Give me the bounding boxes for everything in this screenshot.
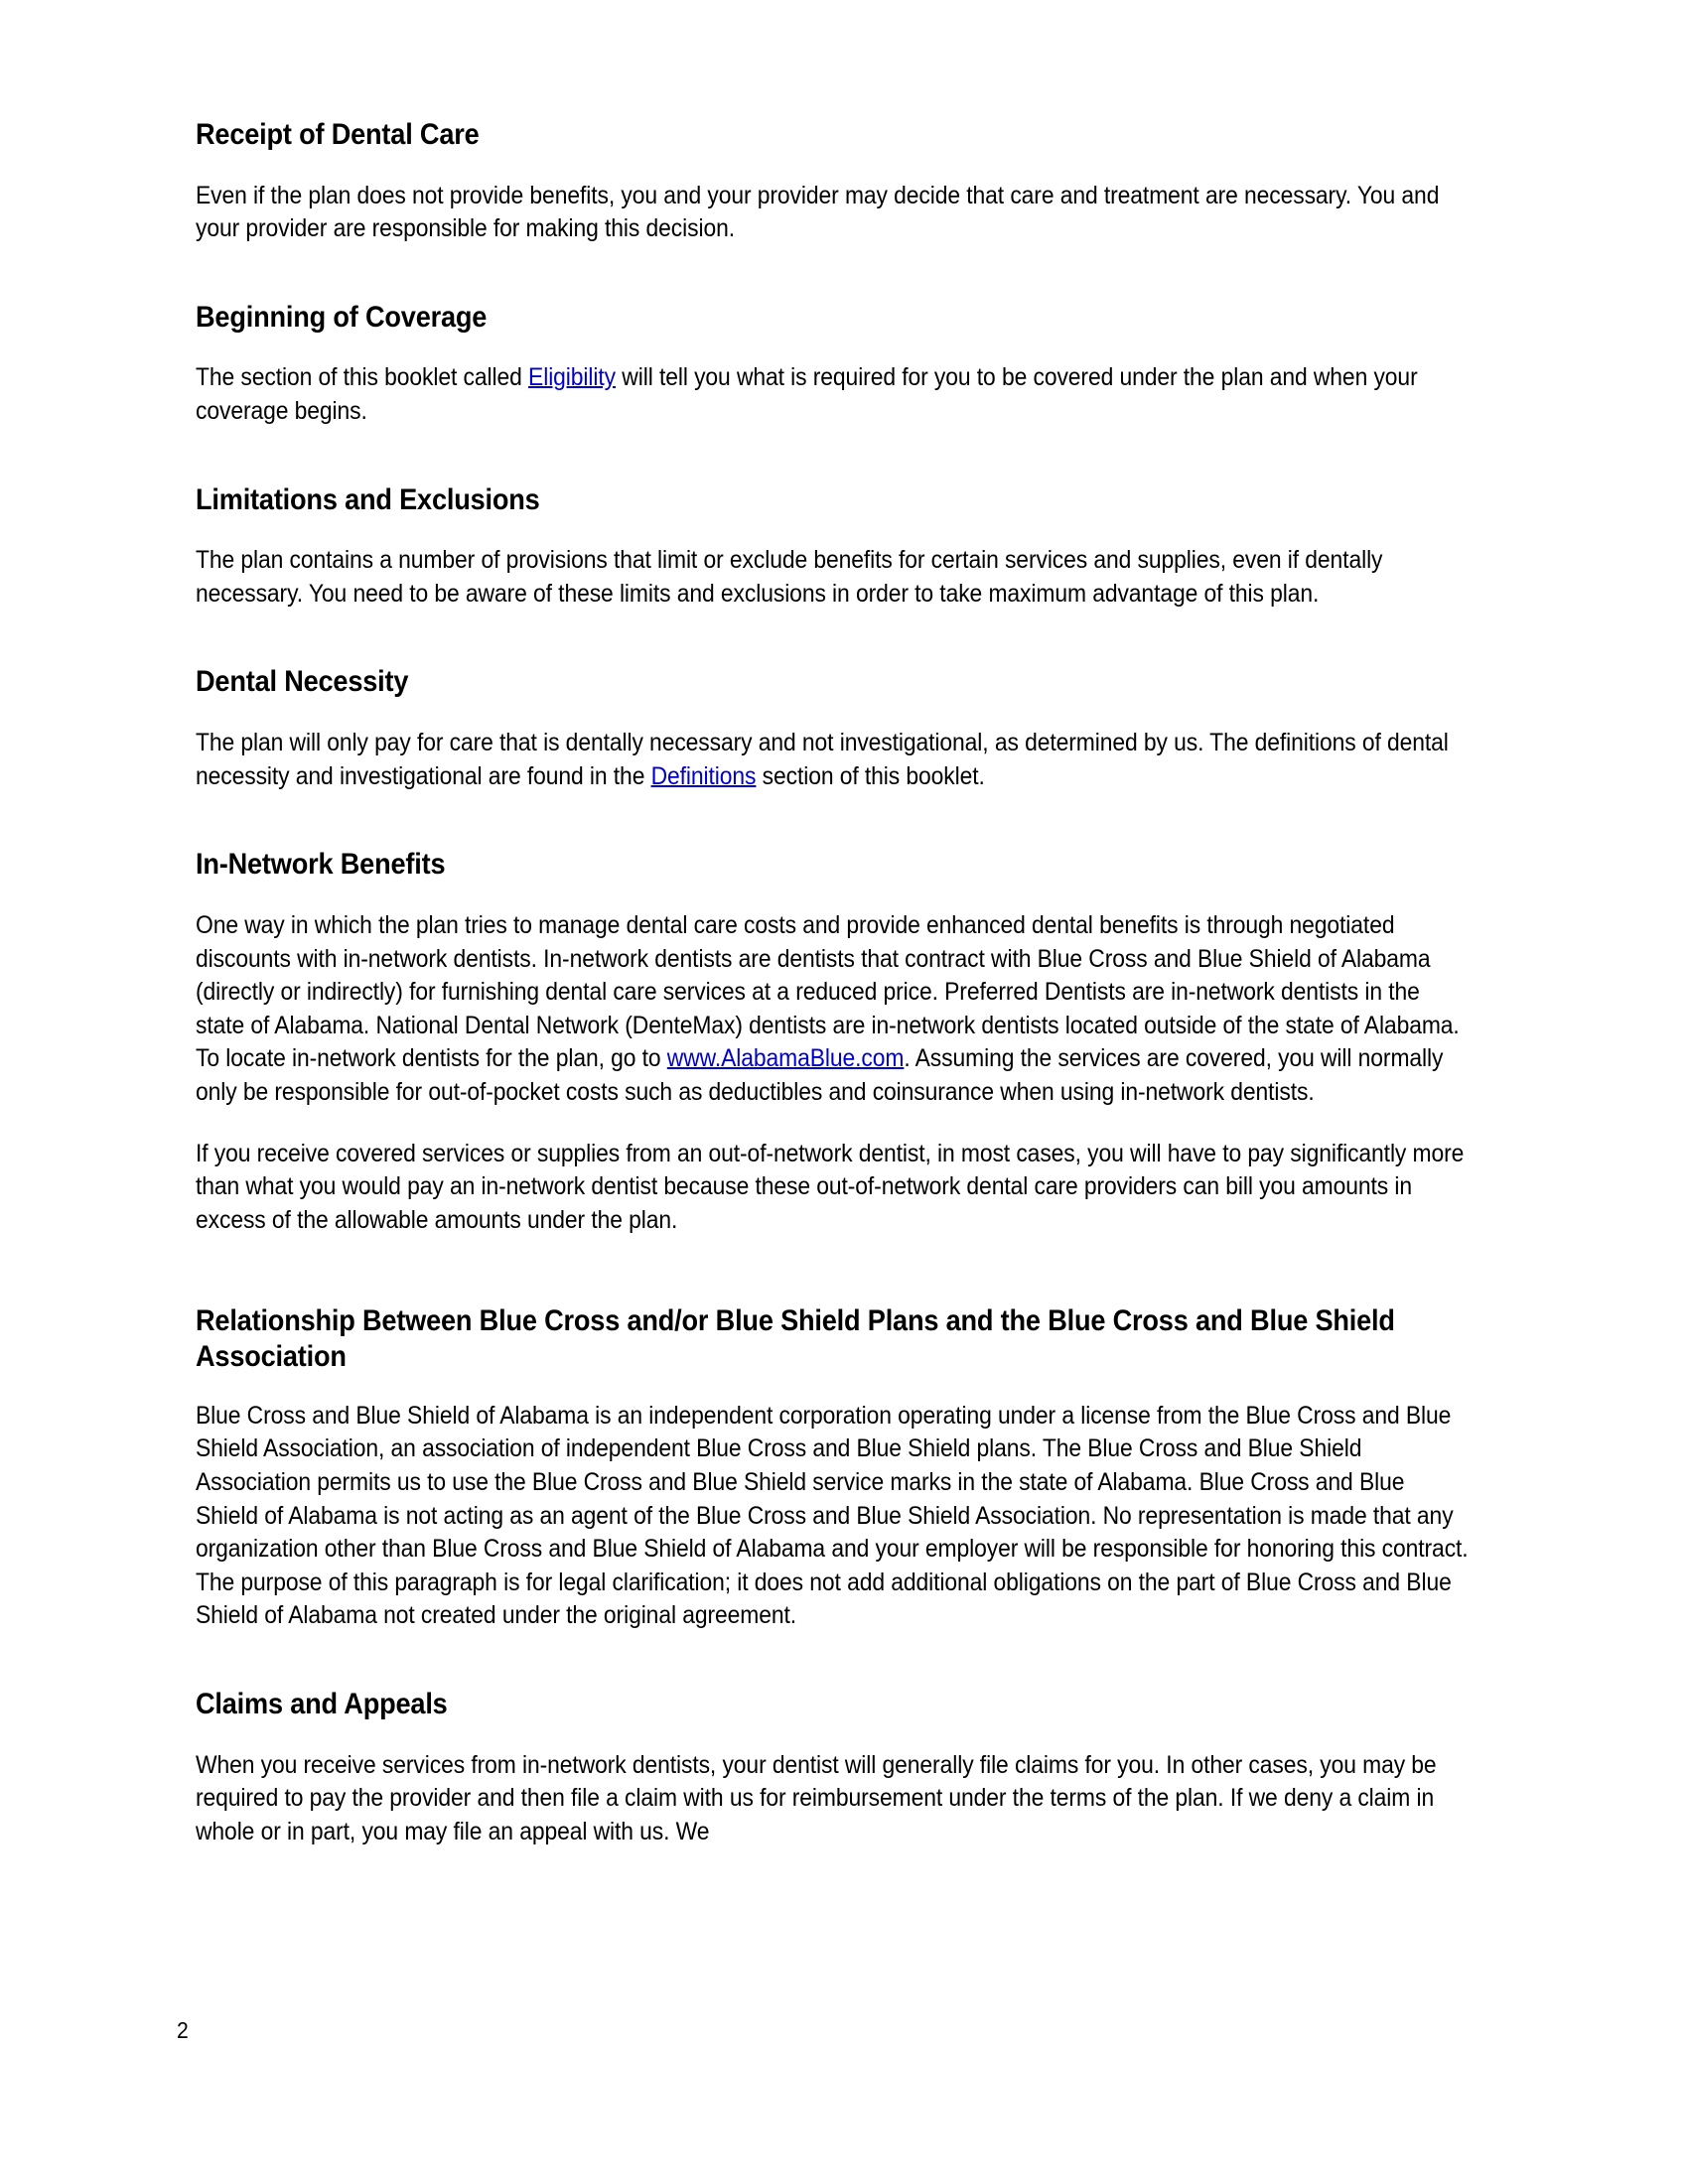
- page-number: 2: [177, 2017, 189, 2043]
- link-alabamablue-website[interactable]: www.AlabamaBlue.com: [666, 1044, 905, 1073]
- spacer: [196, 518, 1469, 544]
- text-run: The plan will only pay for care that is dentally necessary and not investigational, as determined by us. The definitions of dental necessity and investigational are found in the: [196, 729, 1449, 790]
- spacer: [196, 701, 1469, 727]
- paragraph-relationship-between-plans-and-association: Blue Cross and Blue Shield of Alabama is an independent corporation operating under a license from the Blue Cross and Blue Shield Association, an association of independent Blue Cross and Blue Shield plans. The Blue Cross and Blue Shield Association permits us to use the Blue Cross and Blue Shield service marks in the state of Alabama. Blue Cross and Blue Shield of Alabama is not acting as an agent of the Blue Cross and Blue Shield Association. No representation is made that any organization other than Blue Cross and Blue Shield of Alabama and your employer will be responsible for honoring this contract. The purpose of this paragraph is for legal clarification; it does not add additional obligations on the part of Blue Cross and Blue Shield of Alabama not created under the original agreement.: [196, 1401, 1469, 1630]
- spacer: [196, 1723, 1469, 1749]
- spacer: [196, 611, 1469, 664]
- spacer: [196, 1633, 1469, 1687]
- document-content-column: [196, 117, 1469, 1849]
- paragraph-in-network-benefits-2: If you receive covered services or supplies from an out-of-network dentist, in most cases, you will have to pay significantly more than what you would pay an in-network dentist because these out-of-network dental care providers can bill you amounts in excess of the allowable amounts under the plan.: [196, 1139, 1465, 1234]
- paragraph-in-network-benefits-1: [196, 909, 1469, 1110]
- link-definitions[interactable]: Definitions: [650, 761, 757, 790]
- section-heading-receipt-of-dental-care: Receipt of Dental Care: [196, 118, 480, 151]
- spacer: [196, 154, 1469, 180]
- spacer: [196, 429, 1469, 482]
- link-eligibility[interactable]: Eligibility: [528, 363, 617, 392]
- spacer: [196, 793, 1469, 847]
- spacer: [196, 1110, 1469, 1138]
- paragraph-limitations-and-exclusions: The plan contains a number of provisions that limit or exclude benefits for certain services and supplies, even if dentally necessary. You need to be aware of these limits and exclusions in order to take maximum advantage of this plan.: [196, 546, 1383, 608]
- paragraph-dental-necessity: [196, 727, 1469, 793]
- text-run: The section of this booklet called: [196, 363, 529, 392]
- section-heading-dental-necessity: Dental Necessity: [196, 665, 409, 699]
- section-heading-beginning-of-coverage: Beginning of Coverage: [196, 300, 488, 334]
- section-heading-in-network-benefits: In-Network Benefits: [196, 848, 446, 882]
- paragraph-claims-and-appeals: When you receive services from in-network dentists, your dentist will generally file claims for you. In other cases, you may be required to pay the provider and then file a claim with us for reimbursement under the terms of the plan. If we deny a claim in whole or in part, you may file an appeal with us. We: [196, 1750, 1437, 1845]
- section-heading-claims-and-appeals: Claims and Appeals: [196, 1688, 448, 1721]
- spacer: [196, 246, 1469, 300]
- spacer: [196, 1376, 1469, 1400]
- text-run: One way in which the plan tries to manage dental care costs and provide enhanced dental benefits is through negotiated discounts with in-network dentists. In-network dentists are dentists that contract with Blue Cross and Blue Shield of Alabama (directly or indirectly) for furnishing dental care services at a reduced price. Preferred Dentists are in-network dentists in the state of Alabama. National Dental Network (DenteMax) dentists are in-network dentists located outside of the state of Alabama. To locate in-network dentists for the plan, go to: [196, 910, 1460, 1073]
- text-run: section of this booklet.: [756, 761, 985, 790]
- spacer: [196, 884, 1469, 909]
- text-run: . Assuming the services are covered, you will normally only be responsible for out-of-pocket costs such as deductibles and coinsurance when using in-network dentists.: [196, 1044, 1444, 1107]
- spacer: [196, 336, 1469, 361]
- paragraph-receipt-of-dental-care: Even if the plan does not provide benefits, you and your provider may decide that care and treatment are necessary. You and your provider are responsible for making this decision.: [196, 181, 1440, 243]
- text-run: will tell you what is required for you to be covered under the plan and when your coverage begins.: [196, 363, 1418, 426]
- section-heading-limitations-and-exclusions: Limitations and Exclusions: [196, 482, 540, 516]
- spacer: [196, 1238, 1469, 1303]
- section-heading-relationship-between-plans-and-association: Relationship Between Blue Cross and/or Blue Shield Plans and the Blue Cross and Blue Shield Association: [196, 1303, 1395, 1374]
- paragraph-beginning-of-coverage: [196, 361, 1469, 428]
